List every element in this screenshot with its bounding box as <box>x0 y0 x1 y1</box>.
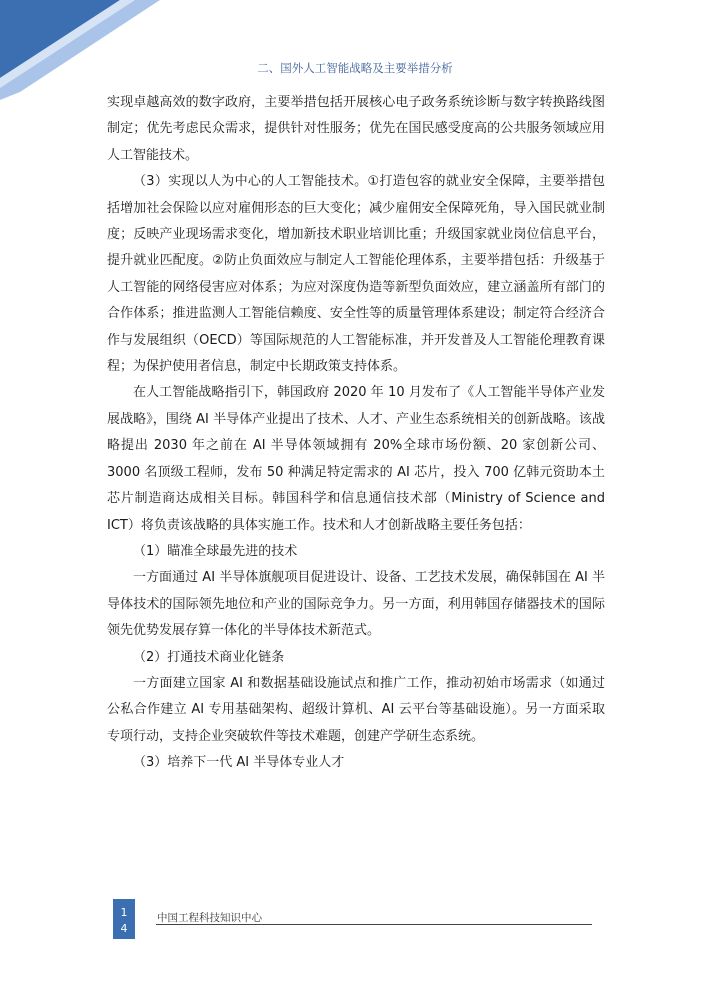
subheading: （2）打通技术商业化链条 <box>133 649 285 665</box>
corner-decoration <box>0 0 170 100</box>
paragraph: 实现卓越高效的数字政府，主要举措包括开展核心电子政务系统诊断与数字转换路线图制定；优先考虑民众需求，提供针对性服务；优先在国民感受度高的公共服务领域应用人工智能技术。 <box>107 95 605 163</box>
subheading: （1）瞄准全球最先进的技术 <box>133 543 298 559</box>
subheading: （3）培养下一代 AI 半导体专业人才 <box>133 755 345 771</box>
running-header-title: 二、国外人工智能战略及主要举措分析 <box>257 61 453 75</box>
paragraph: 一方面建立国家 AI 和数据基础设施试点和推广工作，推动初始市场需求（如通过公私合作建立 AI 专用基础架构、超级计算机、AI 云平台等基础设施）。另一方面采取专项行动，支持企业突破软件等技术难题，创建产学研生态系统。 <box>107 675 605 744</box>
page-number-digit: 4 <box>120 922 128 935</box>
paragraph: （3）实现以人为中心的人工智能技术。①打造包容的就业安全保障，主要举措包括增加社会保险以应对雇佣形态的巨大变化；减少雇佣安全保障死角，导入国民就业制度；反映产业现场需求变化，增加新技术职业培训比重；升级国家就业岗位信息平台，提升就业匹配度。②防止负面效应与制定人工智能伦理体系，主要举措包括：升级基于人工智能的网络侵害应对体系；为应对深度伪造等新型负面效应，建立涵盖所有部门的合作体系；推进监测人工智能信赖度、安全性等的质量管理体系建设；制定符合经济合作与发展组织（OECD）等国际规范的人工智能标准，并开发普及人工智能伦理教育课程；为保护使用者信息，制定中长期政策支持体系。 <box>107 174 605 375</box>
page-number-digit: 1 <box>120 906 128 919</box>
paragraph: 一方面通过 AI 半导体旗舰项目促进设计、设备、工艺技术发展，确保韩国在 AI 半导体技术的国际领先地位和产业的国际竞争力。另一方面，利用韩国存储器技术的国际领先优势发展存算一体化的半导体技术新范式。 <box>107 570 605 639</box>
footer-divider <box>156 924 592 925</box>
paragraph: 在人工智能战略指引下，韩国政府 2020 年 10 月发布了《人工智能半导体产业发展战略》，围绕 AI 半导体产业提出了技术、人才、产业生态系统相关的创新战略。该战略提出 2030 年之前在 AI 半导体领域拥有 20%全球市场份额、20 家创新公司、3000 名顶级工程师，发布 50 种满足特定需求的 AI 芯片，投入 700 亿韩元资助本土芯片制造商达成相关目标。韩国科学和信息通信技术部（Ministry of Science and ICT）将负责该战略的具体实施工作。技术和人才创新战略主要任务包括： <box>107 385 605 533</box>
body-text <box>107 90 605 777</box>
page-number-box <box>113 899 135 939</box>
footer-organization: 中国工程科技知识中心 <box>157 912 262 924</box>
